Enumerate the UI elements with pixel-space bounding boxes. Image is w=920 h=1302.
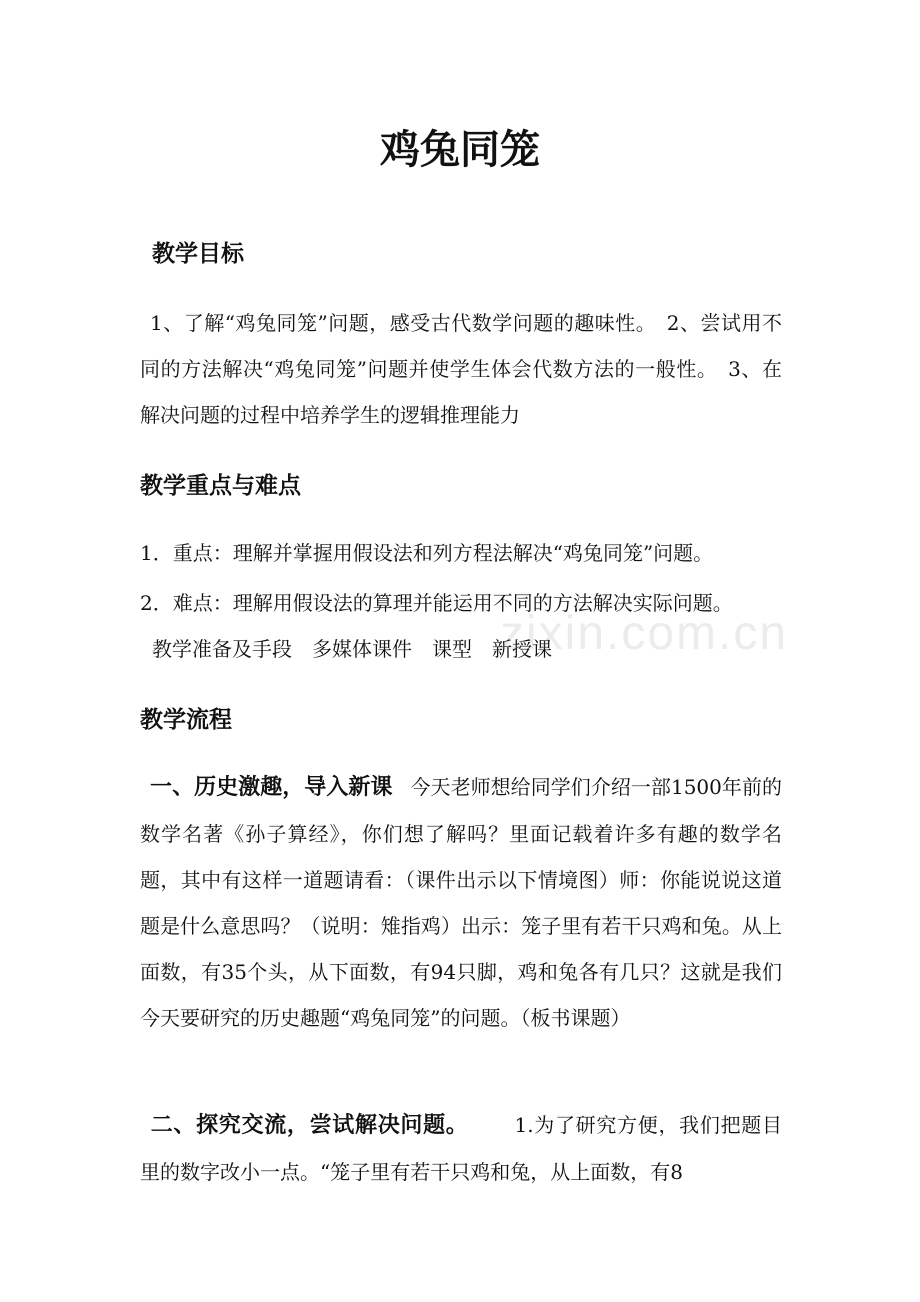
keypoint-2: 2．难点：理解用假设法的算理并能运用不同的方法解决实际问题。	[140, 591, 733, 615]
keypoints-heading: 教学重点与难点	[140, 473, 301, 499]
objectives-heading: 教学目标	[152, 241, 244, 267]
objectives-body: 1、了解“鸡兔同笼”问题，感受古代数学问题的趣味性。 2、尝试用不同的方法解决“鸡兔同笼”问题并使学生体会代数方法的一般性。 3、在解决问题的过程中培养学生的逻辑推理能力	[140, 311, 782, 427]
process-heading: 教学流程	[140, 707, 232, 733]
teaching-prep: 教学准备及手段 多媒体课件 课型 新授课	[152, 637, 552, 661]
objectives-text	[140, 300, 782, 438]
section-1	[140, 764, 782, 1041]
section-1-heading: 一、历史激趣，导入新课	[150, 775, 393, 800]
watermark: zixin.com.cn	[500, 607, 789, 660]
section-2	[140, 1102, 782, 1195]
keypoint-1: 1．重点：理解并掌握用假设法和列方程法解决“鸡兔同笼”问题。	[140, 541, 714, 565]
section-2-text: 1.为了研究方便，我们把题目里的数字改小一点。“笼子里有若干只鸡和兔，从上面数，有8	[140, 1113, 782, 1184]
document-title: 鸡兔同笼	[380, 127, 540, 173]
section-1-text: 今天老师想给同学们介绍一部1500年前的数学名著《孙子算经》，你们想了解吗？里面记载着许多有趣的数学名题，其中有这样一道题请看：（课件出示以下情境图）师：你能说说这道题是什么意思吗？（说明：雉指鸡）出示：笼子里有若干只鸡和兔。从上面数，有35个头，从下面数，有94只脚，鸡和兔各有几只？这就是我们今天要研究的历史趣题“鸡兔同笼”的问题。（板书课题）	[140, 775, 782, 1030]
section-2-heading: 二、探究交流，尝试解决问题。	[150, 1113, 469, 1138]
